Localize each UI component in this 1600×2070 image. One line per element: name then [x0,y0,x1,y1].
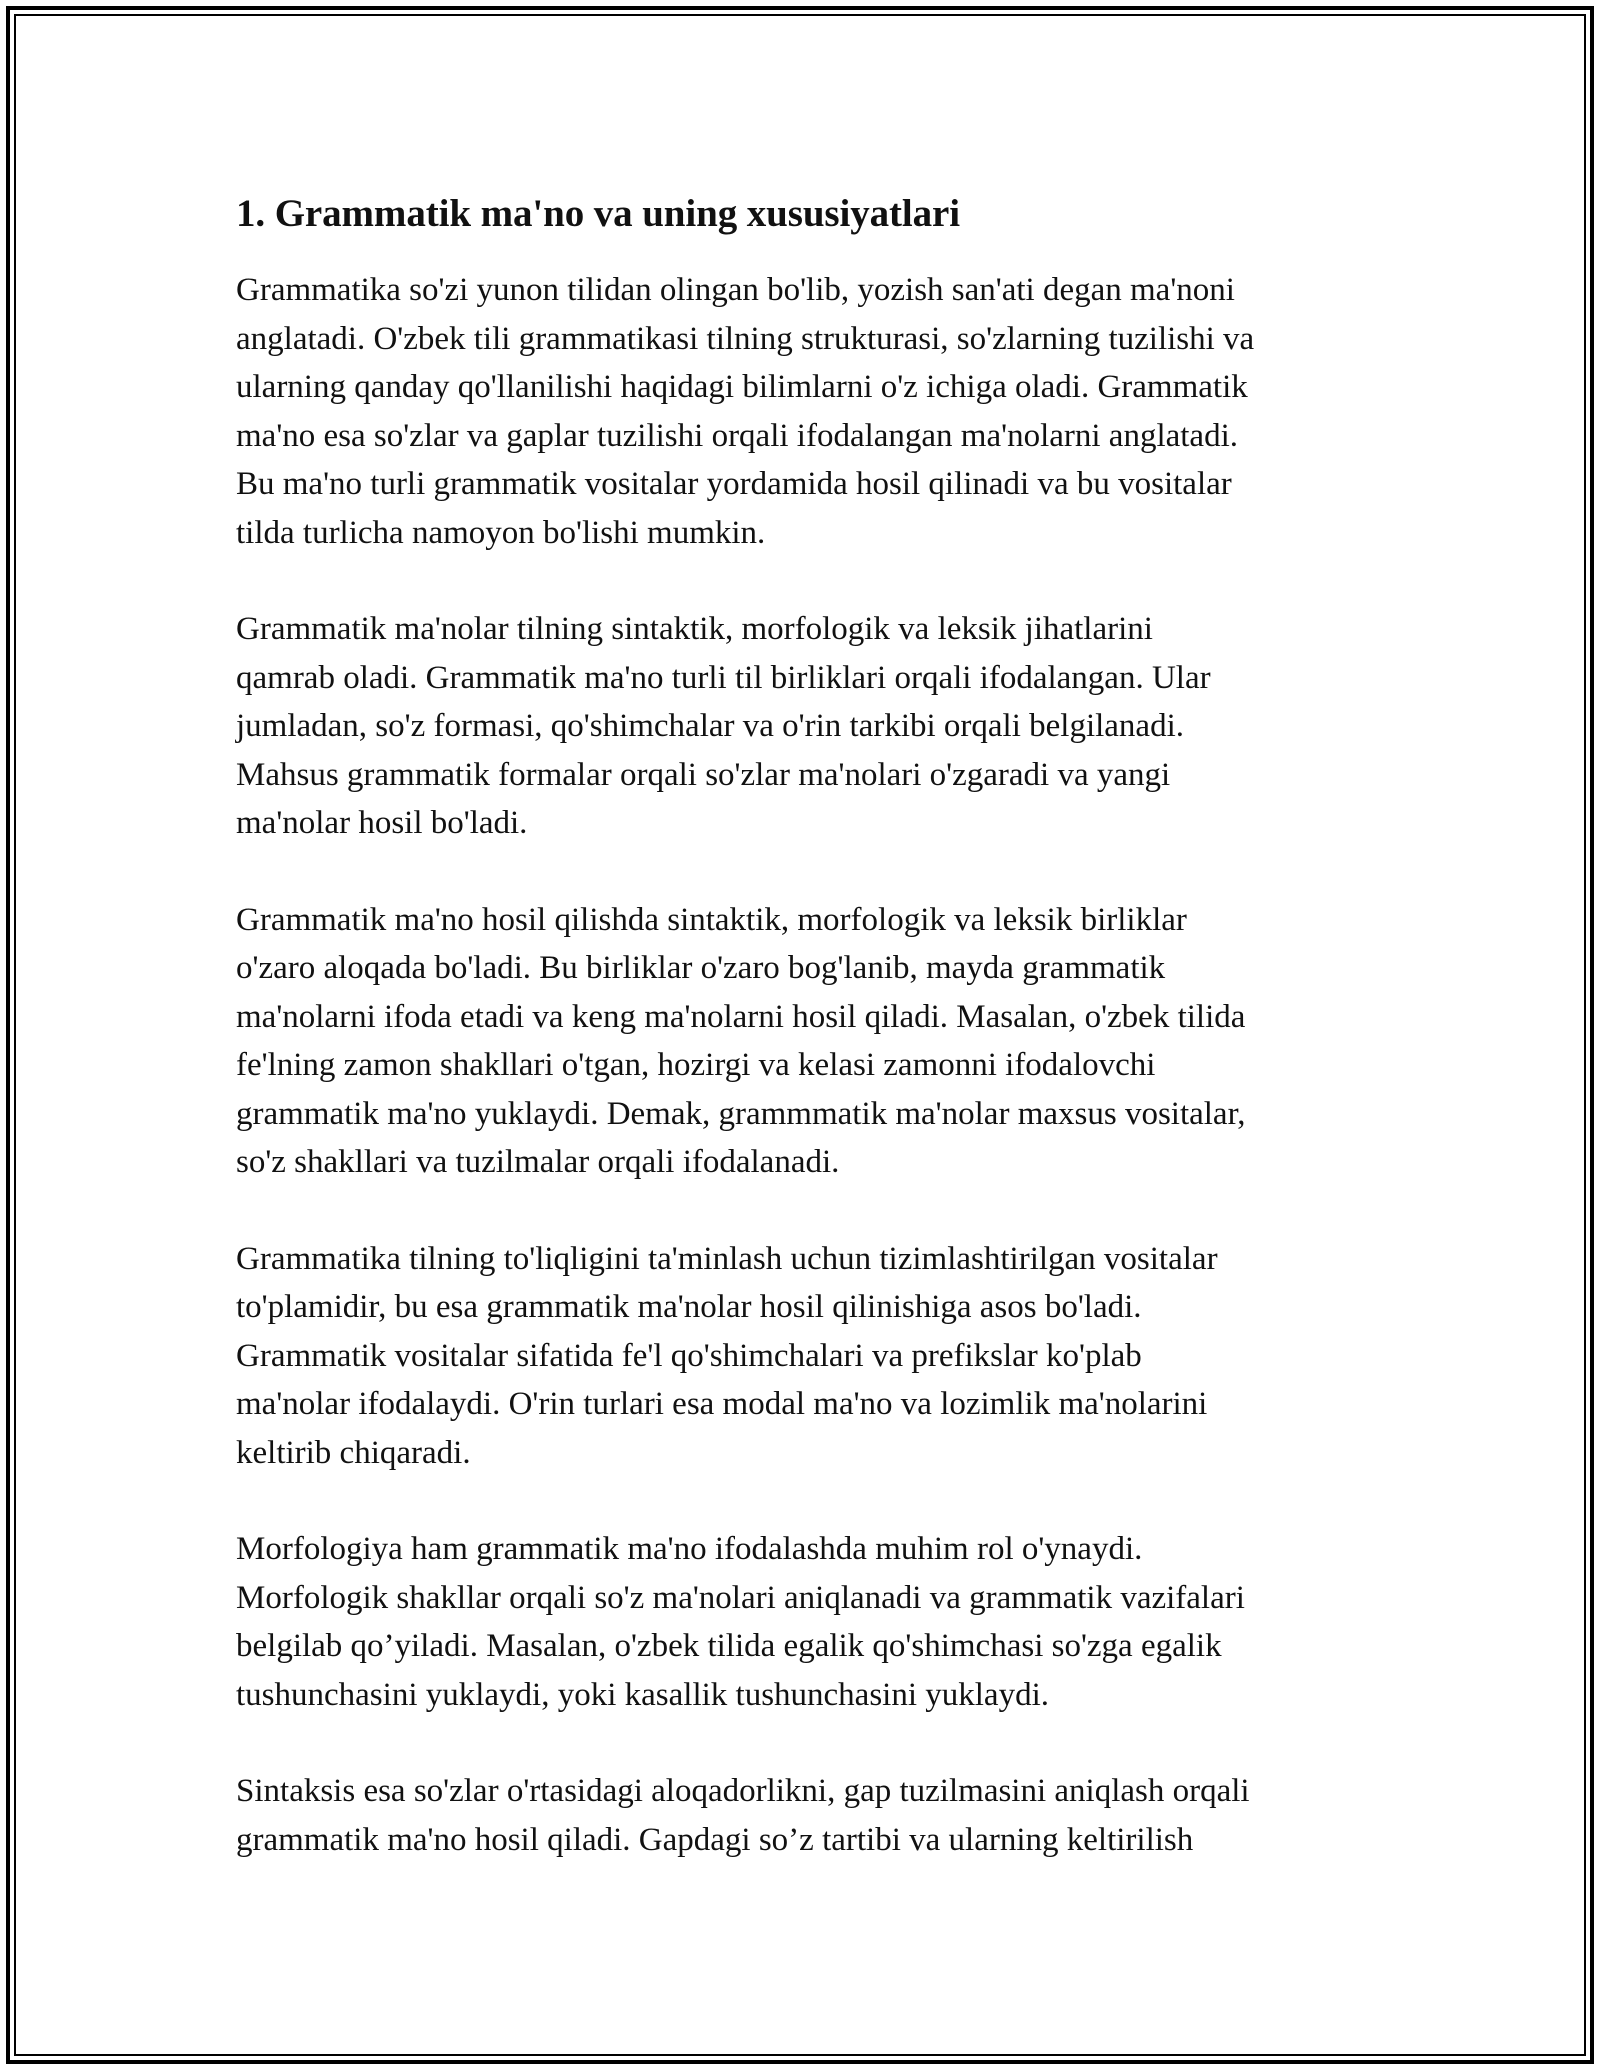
paragraph-2: Grammatik ma'nolar tilning sintaktik, morfologik va leksik jihatlarini qamrab oladi. Grammatik ma'no turli til birliklari orqali ifodalangan. Ular jumladan, so'z formasi, qo'shimchalar va o'rin tarkibi orqali belgilanadi. Mahsus grammatik formalar orqali so'zlar ma'nolari o'zgaradi va yangi ma'nolar hosil bo'ladi. [236,611,1211,841]
paragraph-1: Grammatika so'zi yunon tilidan olingan bo'lib, yozish san'ati degan ma'noni anglatadi. O'zbek tili grammatikasi tilning strukturasi, so'zlarning tuzilishi va ularning qanday qo'llanilishi haqidagi bilimlarni o'z ichiga oladi. Grammatik ma'no esa so'zlar va gaplar tuzilishi orqali ifodalangan ma'nolarni anglatadi. Bu ma'no turli grammatik vositalar yordamida hosil qilinadi va bu vositalar tilda turlicha namoyon bo'lishi mumkin. [236,272,1255,551]
paragraph-4: Grammatika tilning to'liqligini ta'minlash uchun tizimlashtirilgan vositalar to'plamidir, bu esa grammatik ma'nolar hosil qilinishiga asos bo'ladi. Grammatik vositalar sifatida fe'l qo'shimchalari va prefikslar ko'plab ma'nolar ifodalaydi. O'rin turlari esa modal ma'no va lozimlik ma'nolarini keltirib chiqaradi. [236,1240,1218,1471]
paragraph-5: Morfologiya ham grammatik ma'no ifodalashda muhim rol o'ynaydi. Morfologik shakllar orqali so'z ma'nolari aniqlanadi va grammatik vazifalari belgilab qo’yiladi. Masalan, o'zbek tilida egalik qo'shimchasi so'zga egalik tushunchasini yuklaydi, yoki kasallik tushunchasini yuklaydi. [236,1531,1245,1713]
document-body [236,184,1376,1912]
paragraph-3: Grammatik ma'no hosil qilishda sintaktik, morfologik va leksik birliklar o'zaro aloqada bo'ladi. Bu birliklar o'zaro bog'lanib, mayda grammatik ma'nolarni ifoda etadi va keng ma'nolarni hosil qiladi. Masalan, o'zbek tilida fe'lning zamon shakllari o'tgan, hozirgi va kelasi zamonni ifodalovchi grammatik ma'no yuklaydi. Demak, grammmatik ma'nolar maxsus vositalar, so'z shakllari va tuzilmalar orqali ifodalanadi. [236,901,1246,1180]
section-heading: 1. Grammatik ma'no va uning xususiyatlari [236,192,960,235]
paragraph-6: Sintaksis esa so'zlar o'rtasidagi aloqadorlikni, gap tuzilmasini aniqlash orqali grammatik ma'no hosil qiladi. Gapdagi so’z tartibi va ularning keltirilish [236,1773,1250,1858]
